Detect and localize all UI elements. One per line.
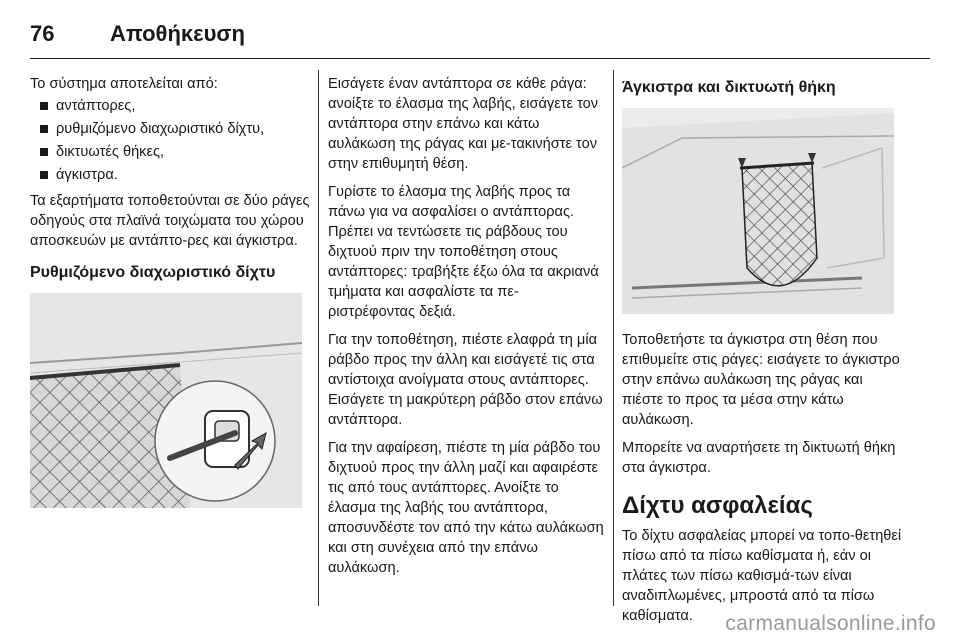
installation-paragraph: Για την τοποθέτηση, πιέστε ελαφρά τη μία ράβδο προς την άλλη και εισάγετέ τις στα αντίστοιχα ανοίγματα στους αντάπτορες. Εισάγετε τη μακρύτερη ράβδο στον επάνω αντάπτορα. [328, 332, 603, 428]
list-item: ρυθμιζόμενο διαχωριστικό δίχτυ, [30, 119, 310, 139]
bullet-icon [40, 171, 48, 179]
list-item: δικτυωτές θήκες, [30, 142, 310, 162]
hooks-net-illustration [622, 108, 894, 314]
page-number: 76 [30, 21, 55, 46]
column-divider [318, 70, 319, 606]
column-3 [622, 74, 902, 634]
net-pocket-paragraph: Μπορείτε να αναρτήσετε τη δικτυωτή θήκη στα άγκιστρα. [622, 440, 896, 476]
hooks-heading: Άγκιστρα και δικτυωτή θήκη [622, 79, 836, 96]
page-header [30, 14, 245, 54]
hooks-paragraph: Τοποθετήστε τα άγκιστρα στη θέση που επιθυμείτε στις ράγες: εισάγετε το άγκιστρο στην επάνω αυλάκωση της ράγας και πιέστε το προς τα μέσα στην κάτω αυλάκωση. [622, 332, 900, 428]
secure-adapter-paragraph: Γυρίστε το έλασμα της λαβής προς τα πάνω για να ασφαλίσει ο αντάπτορας. Πρέπει να τεντώσετε τις ράβδους του διχτυού πριν την τοποθέτηση στους αντάπτορες: τραβήξτε έξω όλα τα ακριανά τμήματα και ασφαλίστε τα πε-ριστρέφοντας δεξιά. [328, 184, 599, 320]
bullet-icon [40, 102, 48, 110]
net-heading: Ρυθμιζόμενο διαχωριστικό δίχτυ [30, 264, 276, 281]
net-adapter-drawing [30, 293, 302, 508]
mounting-paragraph: Τα εξαρτήματα τοποθετούνται σε δύο ράγες οδηγούς στα πλαϊνά τοιχώματα του χώρου αποσκευών με αντάπτο-ρες και άγκιστρα. [30, 193, 310, 249]
header-rule [30, 58, 930, 59]
list-item: αντάπτορες, [30, 96, 310, 116]
intro-text: Το σύστημα αποτελείται από: [30, 76, 218, 92]
safety-net-paragraph: Το δίχτυ ασφαλείας μπορεί να τοπο-θετηθεί πίσω από τα πίσω καθίσματα ή, εάν οι πλάτες των πίσω καθισμά-των είναι αναδιπλωμένες, μπροστά από τα πίσω καθίσματα. [622, 528, 902, 624]
bullet-icon [40, 125, 48, 133]
column-1 [30, 74, 310, 518]
column-2 [328, 74, 604, 586]
column-divider [613, 70, 614, 606]
list-item: άγκιστρα. [30, 165, 310, 185]
removal-paragraph: Για την αφαίρεση, πιέστε τη μία ράβδο του διχτυού προς την άλλη μαζί και αφαιρέστε τις από τους αντάπτορες. Ανοίξτε το έλασμα της λαβής του αντάπτορα, αποσυνδέστε τον από την κάτω αυλάκωση και στη συνέχεια από την επάνω αυλάκωση. [328, 440, 604, 576]
net-adapter-illustration [30, 293, 302, 508]
watermark: carmanualsonline.info [725, 612, 936, 635]
install-adapter-paragraph: Εισάγετε έναν αντάπτορα σε κάθε ράγα: ανοίξτε το έλασμα της λαβής, εισάγετε τον αντάπτορα στην επάνω και κάτω αυλάκωση της ράγας και με-τακινήστε τον στην επιθυμητή θέση. [328, 76, 599, 172]
section-title: Αποθήκευση [110, 21, 245, 46]
component-list [30, 96, 310, 185]
bullet-icon [40, 148, 48, 156]
safety-net-heading: Δίχτυ ασφαλείας [622, 492, 813, 519]
hooks-net-drawing [622, 108, 894, 314]
